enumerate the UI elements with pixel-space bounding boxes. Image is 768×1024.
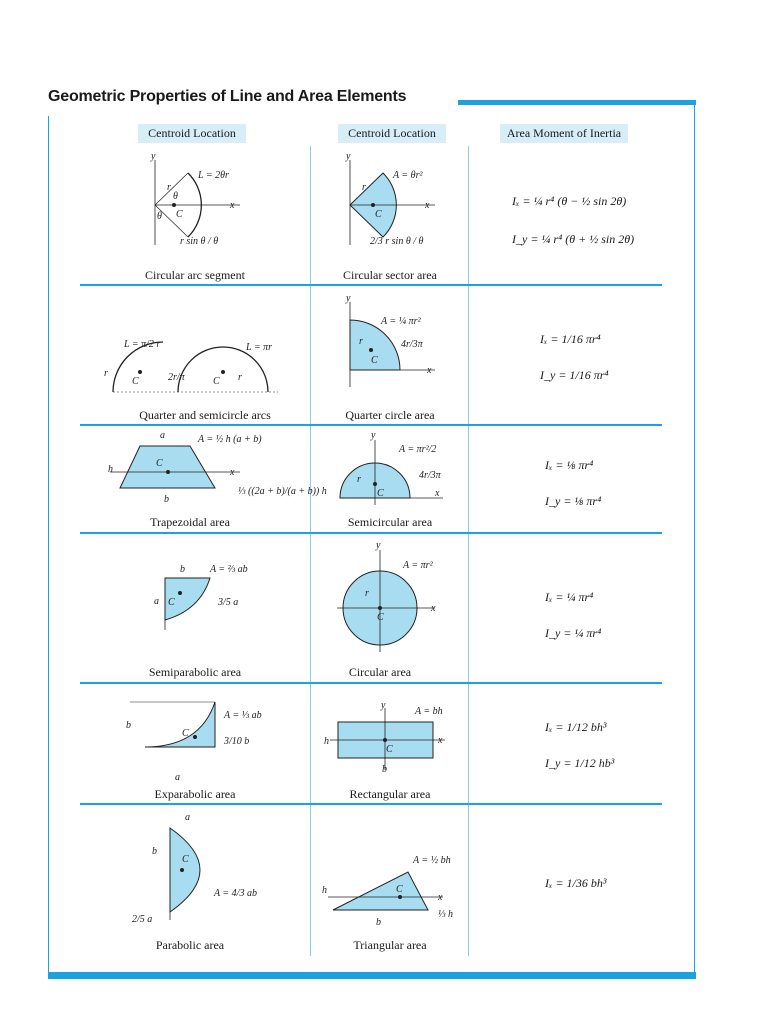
svg-text:b: b (152, 846, 157, 857)
label-quarter-circle-area: Quarter circle area (345, 408, 435, 422)
svg-text:A = πr²/2: A = πr²/2 (399, 444, 437, 455)
inertia-semicircular-iy: I_y = ⅛ πr⁴ (545, 494, 602, 508)
svg-text:2r/π: 2r/π (168, 372, 185, 383)
inertia-rectangular-ix: Iₓ = 1/12 bh³ (545, 720, 607, 734)
svg-text:⅓ ((2a + b)/(a + b)) h: ⅓ ((2a + b)/(a + b)) h (238, 486, 327, 497)
svg-text:r: r (357, 474, 361, 485)
frame-left-border (48, 116, 49, 976)
title-accent-bar (458, 100, 696, 105)
svg-text:y: y (346, 151, 351, 162)
svg-text:C: C (213, 376, 220, 387)
svg-text:h: h (108, 464, 113, 475)
svg-text:b: b (382, 764, 387, 775)
label-rectangular-area: Rectangular area (349, 787, 431, 801)
svg-text:2/3 r sin θ / θ: 2/3 r sin θ / θ (370, 236, 424, 247)
svg-text:r: r (362, 182, 366, 193)
semiparabolic-area-diagram (140, 560, 270, 655)
svg-text:L = π/2 r: L = π/2 r (124, 339, 161, 350)
svg-text:4r/3π: 4r/3π (419, 470, 441, 481)
svg-text:L = 2θr: L = 2θr (198, 170, 229, 181)
svg-text:A = ⅔ ab: A = ⅔ ab (210, 564, 248, 575)
svg-text:3/5 a: 3/5 a (218, 597, 239, 608)
rectangular-area-diagram (320, 700, 470, 780)
svg-text:x: x (425, 200, 430, 211)
parabolic-area-diagram (130, 810, 270, 930)
trapezoidal-area-diagram (100, 430, 327, 515)
svg-text:y: y (376, 540, 381, 551)
svg-text:⅓ h: ⅓ h (438, 909, 453, 920)
inertia-quarter-circle-ix: Iₓ = 1/16 πr⁴ (540, 332, 601, 346)
row-divider-3 (80, 532, 662, 534)
circular-area-diagram (335, 540, 455, 660)
inertia-quarter-circle-iy: I_y = 1/16 πr⁴ (540, 368, 609, 382)
header-centroid-location-left: Centroid Location (138, 124, 246, 143)
svg-text:a: a (160, 430, 165, 441)
svg-text:C: C (176, 209, 183, 220)
svg-text:L = πr: L = πr (246, 342, 273, 353)
inertia-circular-iy: I_y = ¼ πr⁴ (545, 626, 602, 640)
svg-text:A = ¼ πr²: A = ¼ πr² (381, 316, 421, 327)
label-triangular-area: Triangular area (353, 938, 427, 952)
label-circular-area: Circular area (348, 665, 412, 679)
bottom-accent-bar (48, 972, 696, 979)
row-divider-2 (80, 424, 662, 426)
svg-text:C: C (168, 597, 175, 608)
svg-text:C: C (371, 355, 378, 366)
svg-text:b: b (164, 494, 169, 505)
label-parabolic-area: Parabolic area (155, 938, 225, 952)
svg-text:A = θr²: A = θr² (393, 170, 423, 181)
svg-text:C: C (182, 728, 189, 739)
semicircular-area-diagram (335, 430, 455, 515)
svg-text:C: C (156, 458, 163, 469)
svg-text:x: x (438, 735, 443, 746)
label-quarter-semicircle-arcs: Quarter and semicircle arcs (139, 408, 271, 422)
label-semicircular-area: Semicircular area (347, 515, 433, 529)
svg-text:A = πr²: A = πr² (403, 560, 433, 571)
svg-text:h: h (322, 885, 327, 896)
label-circular-arc-segment: Circular arc segment (145, 268, 245, 282)
svg-text:b: b (180, 564, 185, 575)
svg-text:x: x (438, 892, 443, 903)
svg-text:A = bh: A = bh (415, 706, 443, 717)
inertia-circular-sector-ix: Iₓ = ¼ r⁴ (θ − ½ sin 2θ) (512, 194, 627, 208)
inertia-circular-sector-iy: I_y = ¼ r⁴ (θ + ½ sin 2θ) (512, 232, 635, 246)
svg-text:y: y (346, 293, 351, 304)
svg-text:x: x (230, 200, 235, 211)
svg-text:x: x (230, 467, 235, 478)
svg-text:y: y (151, 151, 156, 162)
svg-text:y: y (371, 430, 376, 441)
svg-text:a: a (185, 812, 190, 823)
triangular-area-diagram (318, 845, 468, 930)
svg-text:3/10 b: 3/10 b (224, 736, 250, 747)
label-circular-sector-area: Circular sector area (343, 268, 437, 282)
svg-text:y: y (381, 700, 386, 711)
svg-text:a: a (175, 772, 180, 783)
svg-text:C: C (377, 488, 384, 499)
svg-text:C: C (182, 854, 189, 865)
svg-text:C: C (375, 209, 382, 220)
label-exparabolic-area: Exparabolic area (154, 787, 236, 801)
label-semiparabolic-area: Semiparabolic area (148, 665, 242, 679)
header-area-moment-of-inertia: Area Moment of Inertia (500, 124, 628, 143)
svg-text:b: b (126, 720, 131, 731)
svg-text:h: h (324, 736, 329, 747)
svg-text:r: r (359, 336, 363, 347)
svg-text:A = ⅓ ab: A = ⅓ ab (224, 710, 262, 721)
circular-sector-area-diagram (335, 150, 455, 260)
svg-text:x: x (431, 603, 436, 614)
row-divider-1 (80, 284, 662, 286)
row-divider-5 (80, 803, 662, 805)
svg-text:θ: θ (173, 191, 178, 202)
exparabolic-area-diagram (120, 692, 290, 787)
quarter-circle-area-diagram (335, 292, 455, 402)
svg-text:C: C (132, 376, 139, 387)
svg-text:θ: θ (157, 211, 162, 222)
svg-text:x: x (435, 488, 440, 499)
inertia-semicircular-ix: Iₓ = ⅛ πr⁴ (545, 458, 594, 472)
inertia-triangular-ix: Iₓ = 1/36 bh³ (545, 876, 607, 890)
svg-text:r: r (167, 182, 171, 193)
svg-text:2/5 a: 2/5 a (132, 914, 153, 925)
quarter-semicircle-arcs-diagram (98, 292, 298, 402)
svg-text:A = ½ h (a + b): A = ½ h (a + b) (198, 434, 262, 445)
svg-text:C: C (396, 884, 403, 895)
svg-text:C: C (377, 612, 384, 623)
svg-text:4r/3π: 4r/3π (401, 339, 423, 350)
svg-text:r sin θ / θ: r sin θ / θ (180, 236, 219, 247)
svg-text:C: C (386, 744, 393, 755)
page-title: Geometric Properties of Line and Area Elements (48, 88, 407, 105)
svg-text:r: r (365, 588, 369, 599)
svg-text:r: r (104, 368, 108, 379)
column-divider-1 (310, 146, 311, 956)
circular-arc-segment-diagram (140, 150, 260, 260)
row-divider-4 (80, 682, 662, 684)
svg-text:A = ½ bh: A = ½ bh (413, 855, 451, 866)
inertia-rectangular-iy: I_y = 1/12 hb³ (545, 756, 615, 770)
svg-text:x: x (427, 365, 432, 376)
column-divider-2 (468, 146, 469, 956)
frame-right-border (694, 105, 695, 977)
inertia-circular-ix: Iₓ = ¼ πr⁴ (545, 590, 594, 604)
svg-text:a: a (154, 596, 159, 607)
svg-text:r: r (238, 372, 242, 383)
svg-text:b: b (376, 917, 381, 928)
header-centroid-location-mid: Centroid Location (338, 124, 446, 143)
label-trapezoidal-area: Trapezoidal area (150, 515, 230, 529)
svg-text:A = 4/3 ab: A = 4/3 ab (214, 888, 257, 899)
